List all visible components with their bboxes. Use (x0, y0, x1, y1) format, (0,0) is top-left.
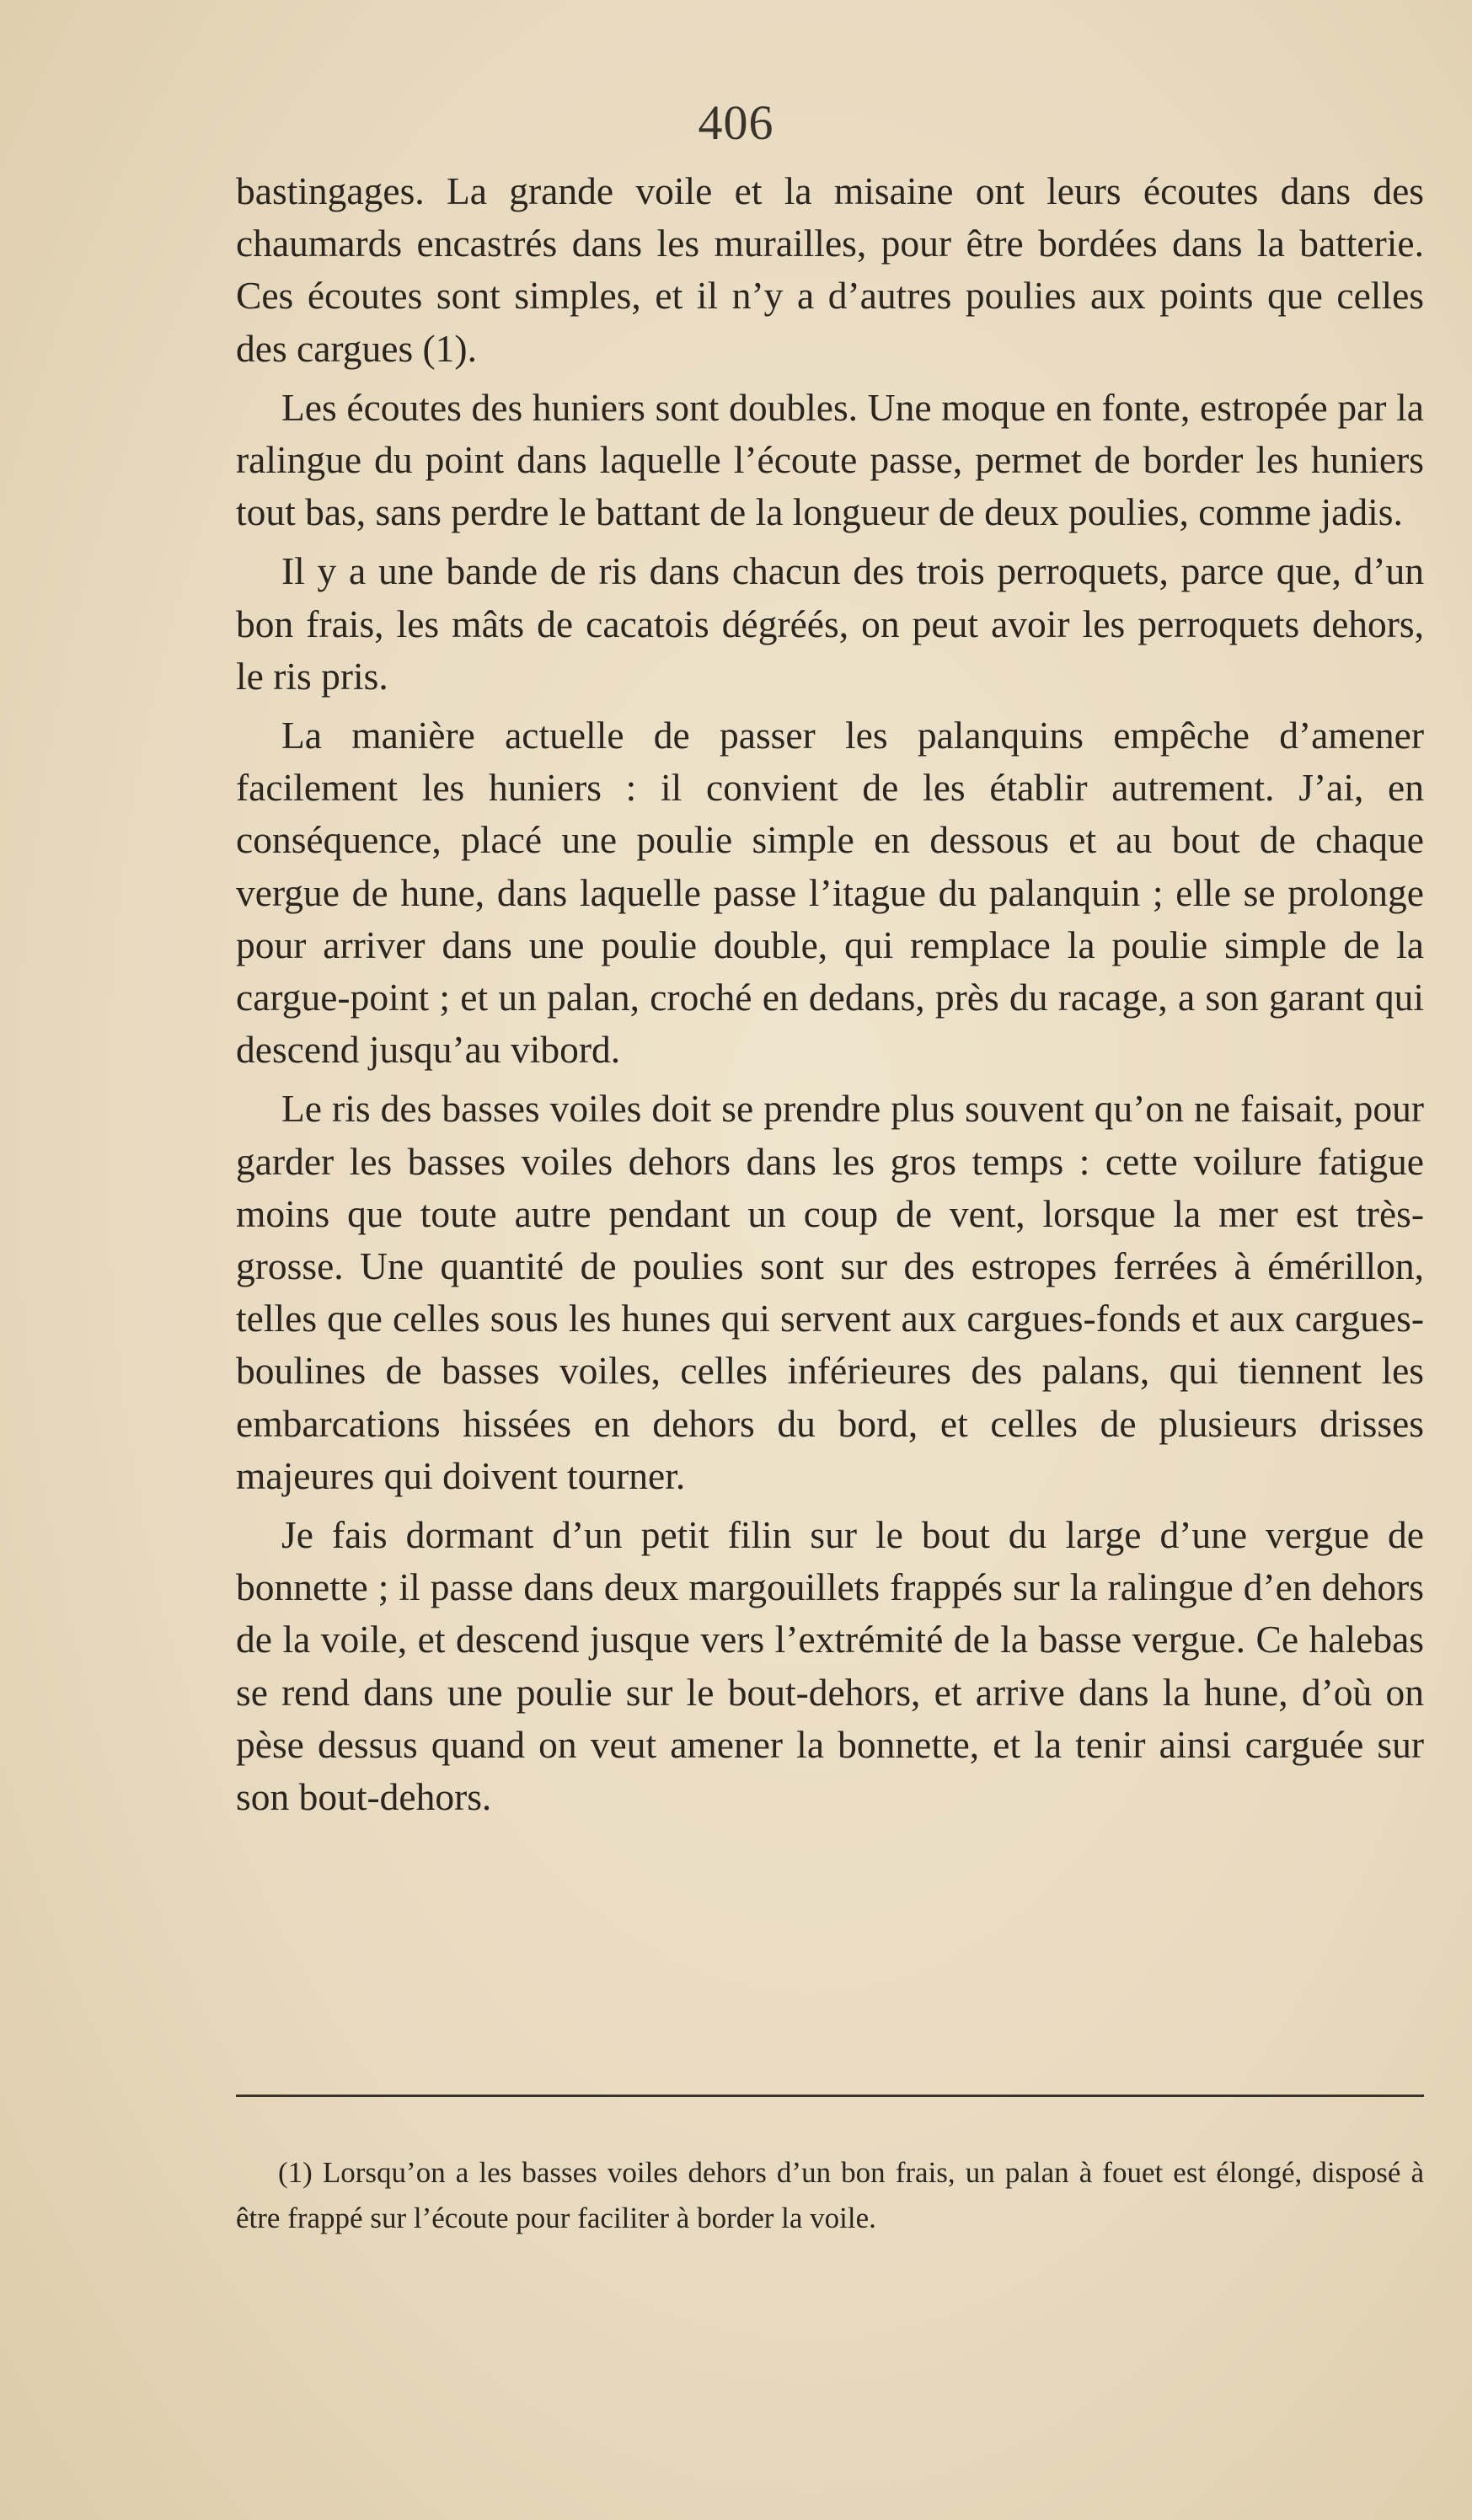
body-text (236, 165, 1424, 1830)
footnote: (1) Lorsqu’on a les basses voiles dehors d’un bon frais, un palan à fouet est élongé, disposé à être frappé sur l’écoute pour faciliter à border la voile. (236, 2156, 1424, 2234)
footnote-separator (236, 2095, 1424, 2097)
page-number: 406 (698, 95, 774, 150)
paragraph: Les écoutes des huniers sont doubles. Une moque en fonte, estropée par la ralingue du point dans laquelle l’écoute passe, permet de border les huniers tout bas, sans perdre le battant de la longueur de deux poulies, comme jadis. (236, 385, 1424, 534)
paragraph: Le ris des basses voiles doit se prendre plus souvent qu’on ne faisait, pour garder les basses voiles dehors dans les gros temps : cette voilure fatigue moins que toute autre pendant un coup de vent, lorsque la mer est très-grosse. Une quantité de poulies sont sur des estropes ferrées à émérillon, telles que celles sous les hunes qui servent aux cargues-fonds et aux cargues-boulines de basses voiles, celles inférieures des palans, qui tiennent les embarcations hissées en dehors du bord, et celles de plusieurs drisses majeures qui doivent tourner. (236, 1087, 1424, 1497)
paragraph: La manière actuelle de passer les palanquins empêche d’amener facilement les huniers : il convient de les établir autrement. J’ai, en conséquence, placé une poulie simple en dessous et au bout de chaque vergue de hune, dans laquelle passe l’itague du palanquin ; elle se prolonge pour arriver dans une poulie double, qui remplace la poulie simple de la cargue-point ; et un palan, croché en dedans, près du racage, a son garant qui descend jusqu’au vibord. (236, 714, 1424, 1072)
paragraph: Je fais dormant d’un petit filin sur le bout du large d’une vergue de bonnette ; il passe dans deux margouillets frappés sur la ralingue d’en dehors de la voile, et descend jusque vers l’extrémité de la basse vergue. Ce halebas se rend dans une poulie sur le bout-dehors, et arrive dans la hune, d’où on pèse dessus quand on veut amener la bonnette, et la tenir ainsi carguée sur son bout-dehors. (236, 1513, 1424, 1819)
paragraph: bastingages. La grande voile et la misaine ont leurs écoutes dans des chaumards encastrés dans les murailles, pour être bordées dans la batterie. Ces écoutes sont simples, et il n’y a d’autres poulies aux points que celles des cargues (1). (236, 169, 1424, 370)
paragraph: Il y a une bande de ris dans chacun des trois perroquets, parce que, d’un bon frais, les mâts de cacatois dégréés, on peut avoir les perroquets dehors, le ris pris. (236, 549, 1424, 698)
